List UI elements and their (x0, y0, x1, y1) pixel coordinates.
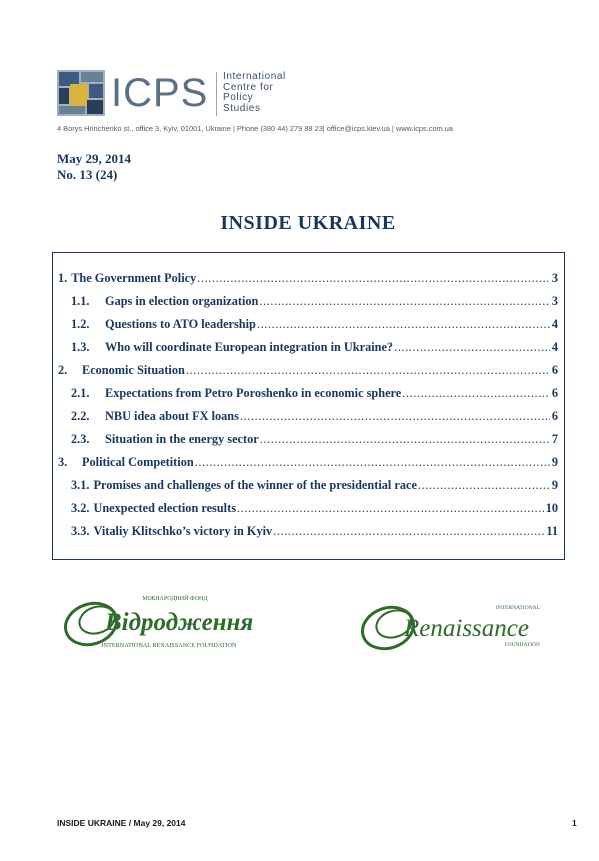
issue-date: May 29, 2014 (57, 151, 132, 166)
toc-number: 1.1. (71, 294, 90, 308)
toc-label: Expectations from Petro Poroshenko in economic sphere (105, 386, 402, 400)
toc-entry[interactable] (58, 452, 558, 470)
toc-entry[interactable] (71, 291, 558, 309)
icps-logo-mark (57, 70, 105, 116)
issue-number: No. 13 (24) (57, 167, 118, 182)
contact-address: 4 Borys Hrinchenko st., office 3, Kyiv, 01001, Ukraine | Phone (380 44) 279 88 23| office@icps.kiev.ua | www.icps.com.ua (57, 124, 453, 133)
toc-label: NBU idea about FX loans (105, 409, 239, 423)
toc-entry[interactable] (71, 314, 558, 332)
toc-number: 2.1. (71, 386, 90, 400)
toc-label: The Government Policy (71, 271, 197, 285)
toc-number: 1.2. (71, 317, 90, 331)
toc-entry[interactable] (71, 429, 558, 447)
footer-text: INSIDE UKRAINE / May 29, 2014 (57, 818, 186, 828)
renaissance-foundation-logo (356, 596, 546, 658)
toc-label: Questions to ATO leadership (105, 317, 256, 331)
toc-page: 9 (551, 478, 558, 492)
vidrodzhennia-foundation-logo (57, 590, 262, 652)
toc-leader (259, 294, 549, 309)
toc-entry[interactable] (71, 337, 558, 355)
toc-label: Economic Situation (82, 363, 185, 377)
toc-leader (197, 271, 550, 286)
toc-page: 4 (551, 340, 558, 354)
toc-entry[interactable] (71, 498, 558, 516)
footer-page-number: 1 (572, 818, 577, 828)
toc-entry[interactable] (71, 406, 558, 424)
en-main-text: Renaissance (404, 615, 529, 642)
toc-label: Unexpected election results (93, 501, 236, 515)
toc-entry[interactable] (71, 521, 558, 539)
toc-label: Situation in the energy sector (105, 432, 259, 446)
toc-entry[interactable] (58, 360, 558, 378)
table-of-contents (52, 252, 565, 560)
brand-subtitle-line: International (223, 71, 286, 82)
brand-subtitle (223, 72, 286, 114)
toc-leader (402, 386, 550, 401)
en-bottom-text: FOUNDATION (504, 642, 540, 648)
toc-leader (273, 524, 544, 539)
toc-page: 10 (545, 501, 558, 515)
toc-number: 3. (58, 455, 68, 469)
toc-page: 6 (551, 363, 558, 377)
toc-label: Promises and challenges of the winner of the presidential race (93, 478, 417, 492)
brand-divider (216, 72, 217, 116)
brand-name: ICPS (111, 71, 209, 115)
toc-leader (186, 363, 550, 378)
toc-entry[interactable] (71, 383, 558, 401)
toc-label: Gaps in election organization (105, 294, 259, 308)
en-top-text: INTERNATIONAL (496, 605, 540, 611)
toc-leader (257, 317, 550, 332)
toc-page: 6 (551, 386, 558, 400)
toc-page: 4 (551, 317, 558, 331)
toc-leader (418, 478, 550, 493)
toc-number: 2.3. (71, 432, 90, 446)
ua-bottom-text: INTERNATIONAL RENAISSANCE FOUNDATION (101, 642, 237, 649)
toc-label: Vitaliy Klitschko’s victory in Kyiv (93, 524, 273, 538)
brand-subtitle-line: Policy (223, 92, 254, 103)
toc-entry[interactable] (71, 475, 558, 493)
ua-top-text: МІЖНАРОДНИЙ ФОНД (142, 596, 208, 602)
toc-label: Political Competition (82, 455, 194, 469)
toc-number: 2.2. (71, 409, 90, 423)
toc-number: 2. (58, 363, 68, 377)
document-title: INSIDE UKRAINE (220, 212, 396, 234)
toc-number: 1.3. (71, 340, 90, 354)
toc-page: 3 (551, 271, 558, 285)
toc-number: 3.1. (71, 478, 90, 492)
toc-leader (260, 432, 550, 447)
ua-main-text: Відродження (105, 609, 254, 636)
toc-entry[interactable] (58, 268, 558, 286)
toc-page: 9 (551, 455, 558, 469)
toc-page: 11 (546, 524, 558, 538)
brand-subtitle-line: Studies (223, 102, 261, 114)
toc-number: 3.3. (71, 524, 90, 538)
toc-page: 6 (551, 409, 558, 423)
toc-leader (240, 409, 550, 424)
toc-leader (237, 501, 544, 516)
toc-number: 1. (58, 271, 68, 285)
toc-leader (394, 340, 550, 355)
brand-subtitle-line: Centre for (223, 81, 274, 93)
toc-number: 3.2. (71, 501, 90, 515)
toc-leader (195, 455, 550, 470)
toc-label: Who will coordinate European integration in Ukraine? (105, 340, 394, 354)
icps-logo (57, 70, 317, 120)
toc-page: 7 (551, 432, 558, 446)
toc-page: 3 (551, 294, 558, 308)
